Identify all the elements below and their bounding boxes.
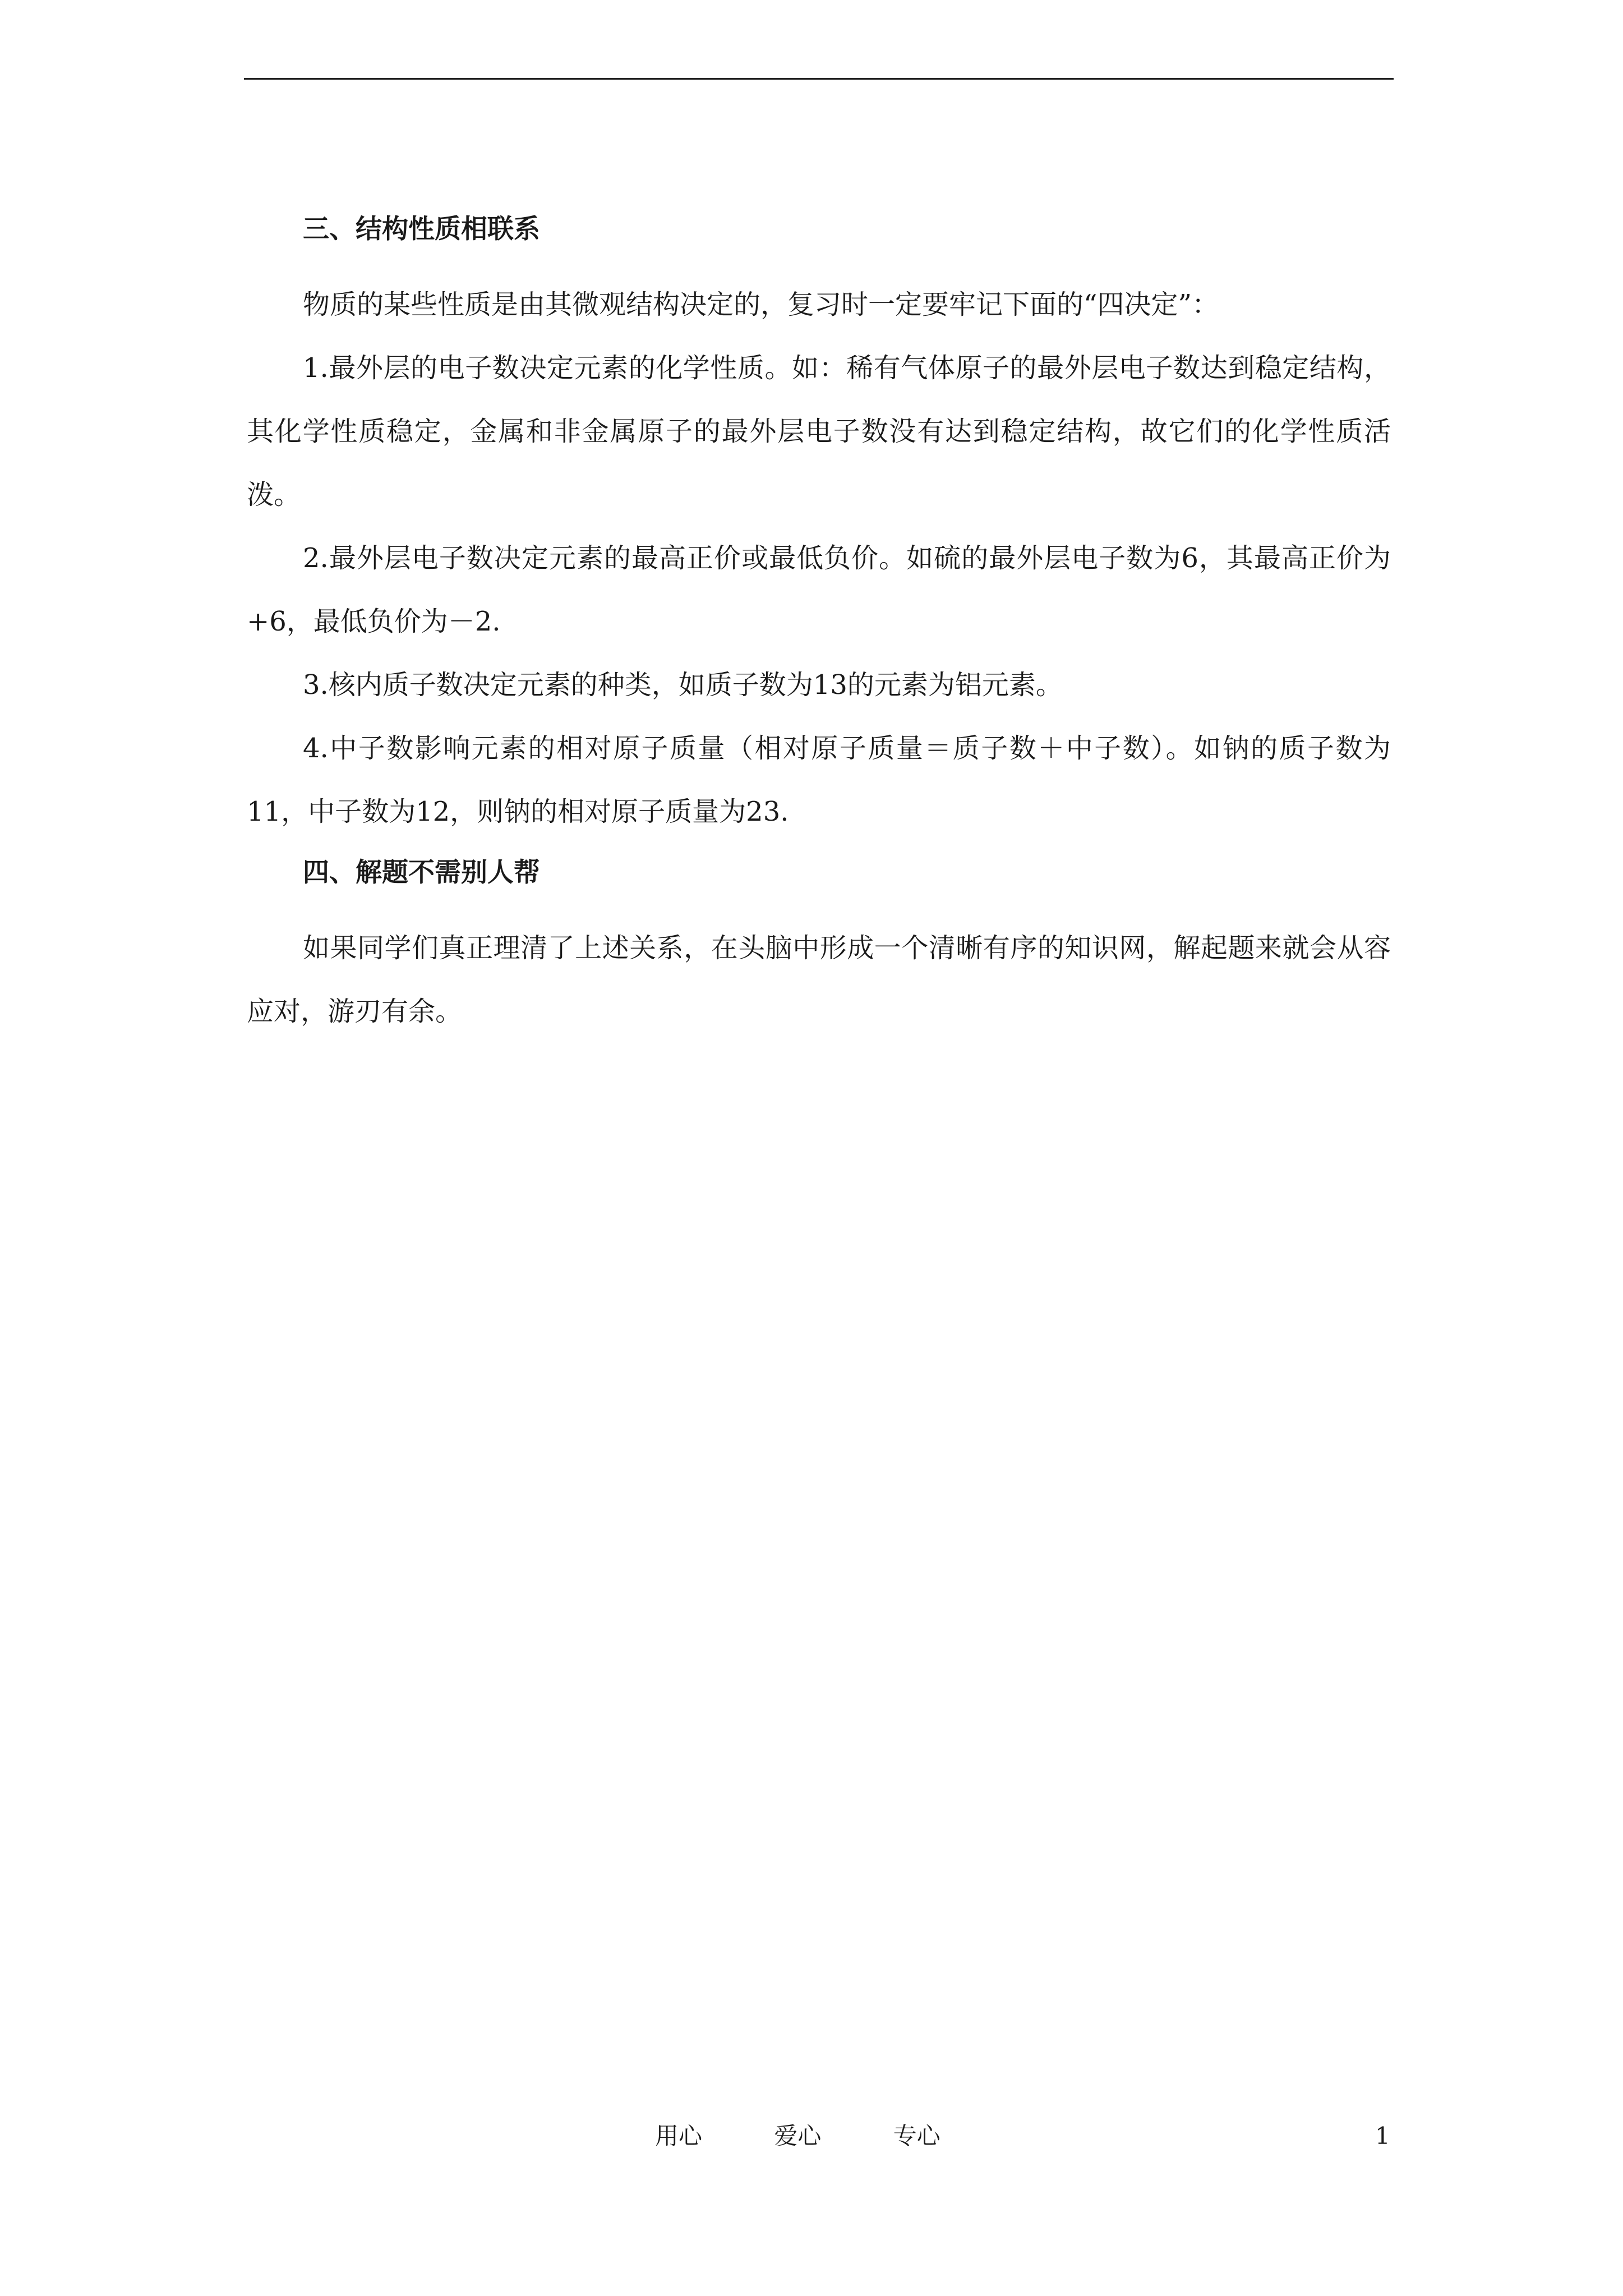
paragraph: 如果同学们真正理清了上述关系，在头脑中形成一个清晰有序的知识网，解起题来就会从容应对，游刃有余。 <box>247 932 1391 1027</box>
footer-mottos <box>655 2122 1005 2150</box>
section-gap <box>247 849 1391 854</box>
paragraph: 2.最外层电子数决定元素的最高正价或最低负价。如硫的最外层电子数为6，其最高正价为+6，最低负价为－2. <box>247 542 1391 637</box>
footer-motto: 爱心 <box>774 2122 822 2150</box>
page-number: 1 <box>1375 2122 1390 2150</box>
section-heading: 三、结构性质相联系 <box>303 214 540 245</box>
section-heading: 四、解题不需别人帮 <box>303 857 540 888</box>
paragraph: 1.最外层的电子数决定元素的化学性质。如：稀有气体原子的最外层电子数达到稳定结构，其化学性质稳定，金属和非金属原子的最外层电子数没有达到稳定结构，故它们的化学性质活泼。 <box>247 352 1391 510</box>
paragraph: 4.中子数影响元素的相对原子质量（相对原子质量＝质子数＋中子数）。如钠的质子数为11，中子数为12，则钠的相对原子质量为23. <box>247 733 1391 827</box>
footer-motto: 专心 <box>893 2122 940 2150</box>
section-problem-solving <box>247 854 1391 1043</box>
section-structure-properties <box>247 210 1391 844</box>
paragraph: 物质的某些性质是由其微观结构决定的，复习时一定要牢记下面的“四决定”： <box>303 289 1219 320</box>
paragraph: 3.核内质子数决定元素的种类，如质子数为13的元素为铝元素。 <box>303 669 1063 701</box>
footer-motto: 用心 <box>655 2122 703 2150</box>
document-body <box>247 210 1391 1043</box>
header-rule <box>244 78 1394 80</box>
